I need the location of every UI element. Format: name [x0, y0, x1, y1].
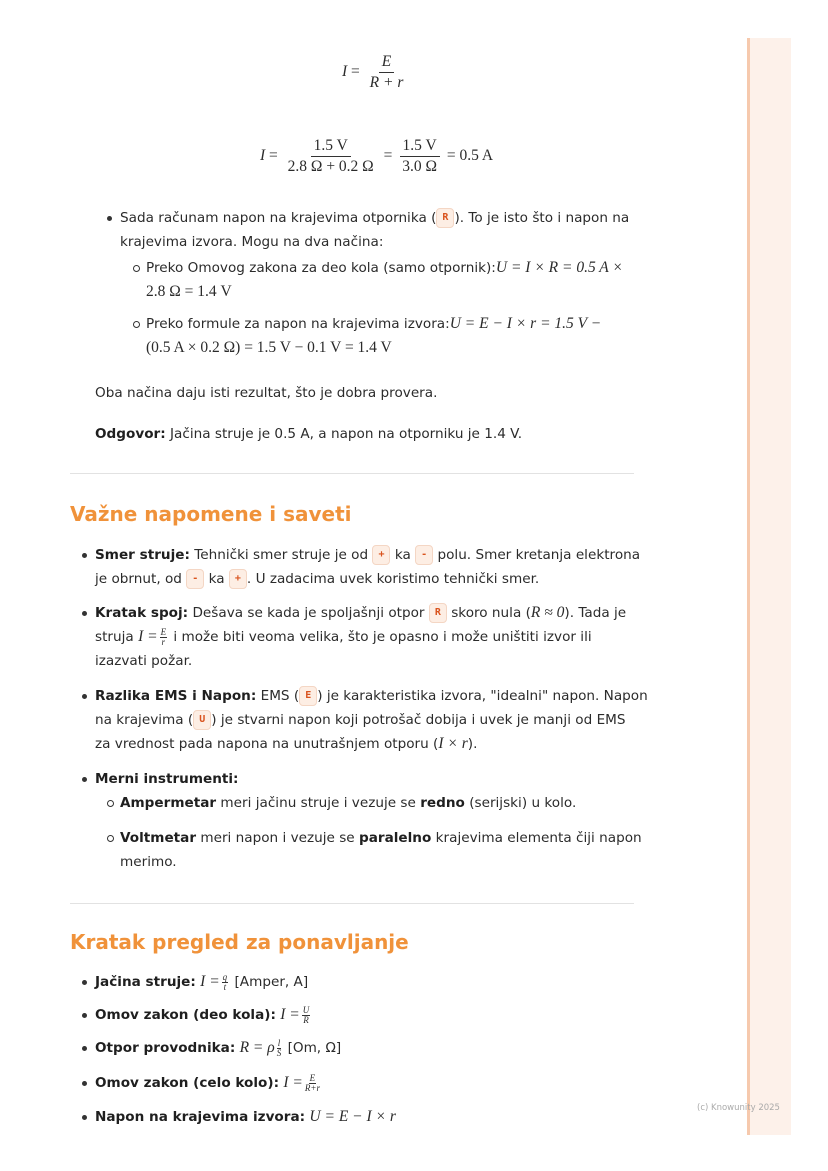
divider — [70, 473, 634, 474]
label: Kratak spoj: — [95, 605, 189, 621]
denominator: 2.8 Ω + 0.2 Ω — [287, 158, 374, 175]
math: R = ρ — [239, 1039, 275, 1056]
code-badge: + — [229, 569, 247, 589]
formula-result: = 0.5 A — [446, 147, 494, 165]
text: Tehnički smer struje je od — [189, 547, 369, 563]
text: ) je stvarni napon koji potrošač dobija i uvek je manji od EMS — [211, 712, 626, 728]
text-line — [95, 567, 539, 591]
label: Omov zakon (deo kola): — [95, 1007, 276, 1023]
text: Jačina struje je 0.5 A, a napon na otporniku je 1.4 V. — [165, 426, 523, 442]
list-item — [146, 312, 601, 336]
numerator: E — [160, 626, 167, 637]
math: I = — [138, 628, 158, 645]
text: EMS ( — [256, 688, 300, 704]
answer-label: Odgovor: — [95, 426, 166, 442]
list-item — [95, 767, 239, 791]
label: Ampermetar — [120, 795, 217, 811]
text: skoro nula ( — [451, 605, 531, 621]
list-item — [95, 543, 640, 567]
text: ka — [394, 547, 411, 563]
section-heading: Važne napomene i saveti — [70, 502, 352, 526]
list-item — [95, 970, 308, 994]
math: I = — [200, 973, 220, 990]
math: U = E − I × r — [309, 1108, 396, 1125]
text: Preko formule za napon na krajevima izvora: — [146, 316, 450, 332]
numerator: E — [379, 52, 394, 73]
formula-current: I = $\frac{E}{R + r}$ — [342, 52, 409, 93]
text: Sada računam napon na krajevima otpornika ( — [120, 210, 437, 226]
text: ) je karakteristika izvora, "idealni" napon. Napon — [317, 688, 648, 704]
text: Dešava se kada je spoljašnji otpor — [188, 605, 425, 621]
numerator: 1.5 V — [311, 136, 351, 157]
math: I = — [283, 1074, 303, 1091]
copyright: (c) Knowunity 2025 — [697, 1103, 780, 1113]
label: Jačina struje: — [95, 974, 196, 990]
emphasis: paralelno — [358, 830, 432, 846]
label: Otpor provodnika: — [95, 1040, 236, 1056]
text-line — [95, 732, 477, 756]
list-item — [95, 601, 626, 625]
text: ka — [208, 571, 225, 587]
list-item — [120, 206, 629, 230]
text: ). Tada je — [564, 605, 627, 621]
text-line — [95, 625, 592, 649]
list-item — [95, 1105, 396, 1129]
text: polu. Smer kretanja elektrona — [437, 547, 641, 563]
text: na krajevima ( — [95, 712, 194, 728]
list-item — [120, 791, 576, 815]
label: Napon na krajevima izvora: — [95, 1109, 306, 1125]
code-badge: U — [193, 710, 211, 730]
math: U = I × R = 0.5 A × — [495, 259, 623, 276]
denominator: 3.0 Ω — [402, 158, 437, 175]
text: krajevima izvora. Mogu na dva načina: — [120, 234, 384, 250]
math: 2.8 Ω = 1.4 V — [146, 283, 232, 300]
code-badge: + — [372, 545, 390, 565]
numerator: q — [222, 971, 228, 982]
formula-lhs: I — [342, 63, 348, 81]
label: Omov zakon (celo kolo): — [95, 1075, 280, 1091]
divider — [70, 903, 634, 904]
answer — [95, 422, 522, 446]
text: (serijski) u kolo. — [464, 795, 577, 811]
list-item — [95, 684, 648, 708]
text: ). — [467, 736, 478, 752]
text: meri jačinu struje i vezuje se — [216, 795, 421, 811]
list-item — [120, 826, 642, 850]
math: I × r — [438, 735, 468, 752]
math: I = — [280, 1006, 300, 1023]
text: [Om, Ω] — [287, 1040, 342, 1056]
code-badge: E — [299, 686, 317, 706]
math: (0.5 A × 0.2 Ω) = 1.5 V − 0.1 V = 1.4 V — [146, 339, 392, 356]
label: Voltmetar — [120, 830, 197, 846]
text: struja — [95, 629, 134, 645]
text: za vrednost pada napona na unutrašnjem otporu ( — [95, 736, 439, 752]
math: U = E − I × r = 1.5 V − — [449, 315, 602, 332]
list-item — [95, 1003, 312, 1027]
text: i može biti veoma velika, što je opasno i može uništiti izvor ili — [173, 629, 592, 645]
text: . U zadacima uvek koristimo tehnički smer. — [246, 571, 540, 587]
label: Smer struje: — [95, 547, 190, 563]
list-item — [95, 1036, 341, 1060]
section-heading: Kratak pregled za ponavljanje — [70, 930, 409, 954]
denominator: S — [276, 1047, 282, 1058]
formula-calculation: I = $\frac{1.5 V}{2.8 \Omega + 0.2 \Omega}$ = $\frac{1.5 V}{3.0 \Omega}$ = 0.5 A — [260, 137, 494, 175]
code-badge: - — [186, 569, 204, 589]
text-line — [95, 708, 626, 732]
denominator: R + r — [369, 74, 404, 91]
text: je obrnut, od — [95, 571, 182, 587]
numerator: l — [277, 1037, 281, 1048]
code-badge: R — [436, 208, 454, 228]
label: Merni instrumenti: — [95, 771, 239, 787]
label: Razlika EMS i Napon: — [95, 688, 257, 704]
code-badge: R — [429, 603, 447, 623]
math: R ≈ 0 — [530, 604, 565, 621]
list-item — [146, 256, 623, 280]
denominator: r — [161, 636, 166, 647]
text: merimo. — [120, 854, 177, 870]
text: ). To je isto što i napon na — [454, 210, 630, 226]
numerator: U — [302, 1004, 310, 1015]
side-panel — [747, 38, 791, 1135]
denominator: R — [303, 1014, 309, 1025]
text: krajevima elementa čiji napon — [431, 830, 642, 846]
text: meri napon i vezuje se — [196, 830, 359, 846]
numerator: E — [309, 1072, 316, 1083]
numerator: 1.5 V — [400, 136, 440, 157]
denominator: t — [223, 981, 227, 992]
formula-lhs: I — [260, 147, 266, 165]
emphasis: redno — [420, 795, 465, 811]
list-item — [95, 1071, 322, 1095]
denominator: R+r — [304, 1082, 320, 1093]
code-badge: - — [415, 545, 433, 565]
text: [Amper, A] — [234, 974, 309, 990]
text: Oba načina daju isti rezultat, što je dobra provera. — [95, 385, 438, 401]
text: Preko Omovog zakona za deo kola (samo otpornik): — [146, 260, 496, 276]
text: izazvati požar. — [95, 653, 193, 669]
